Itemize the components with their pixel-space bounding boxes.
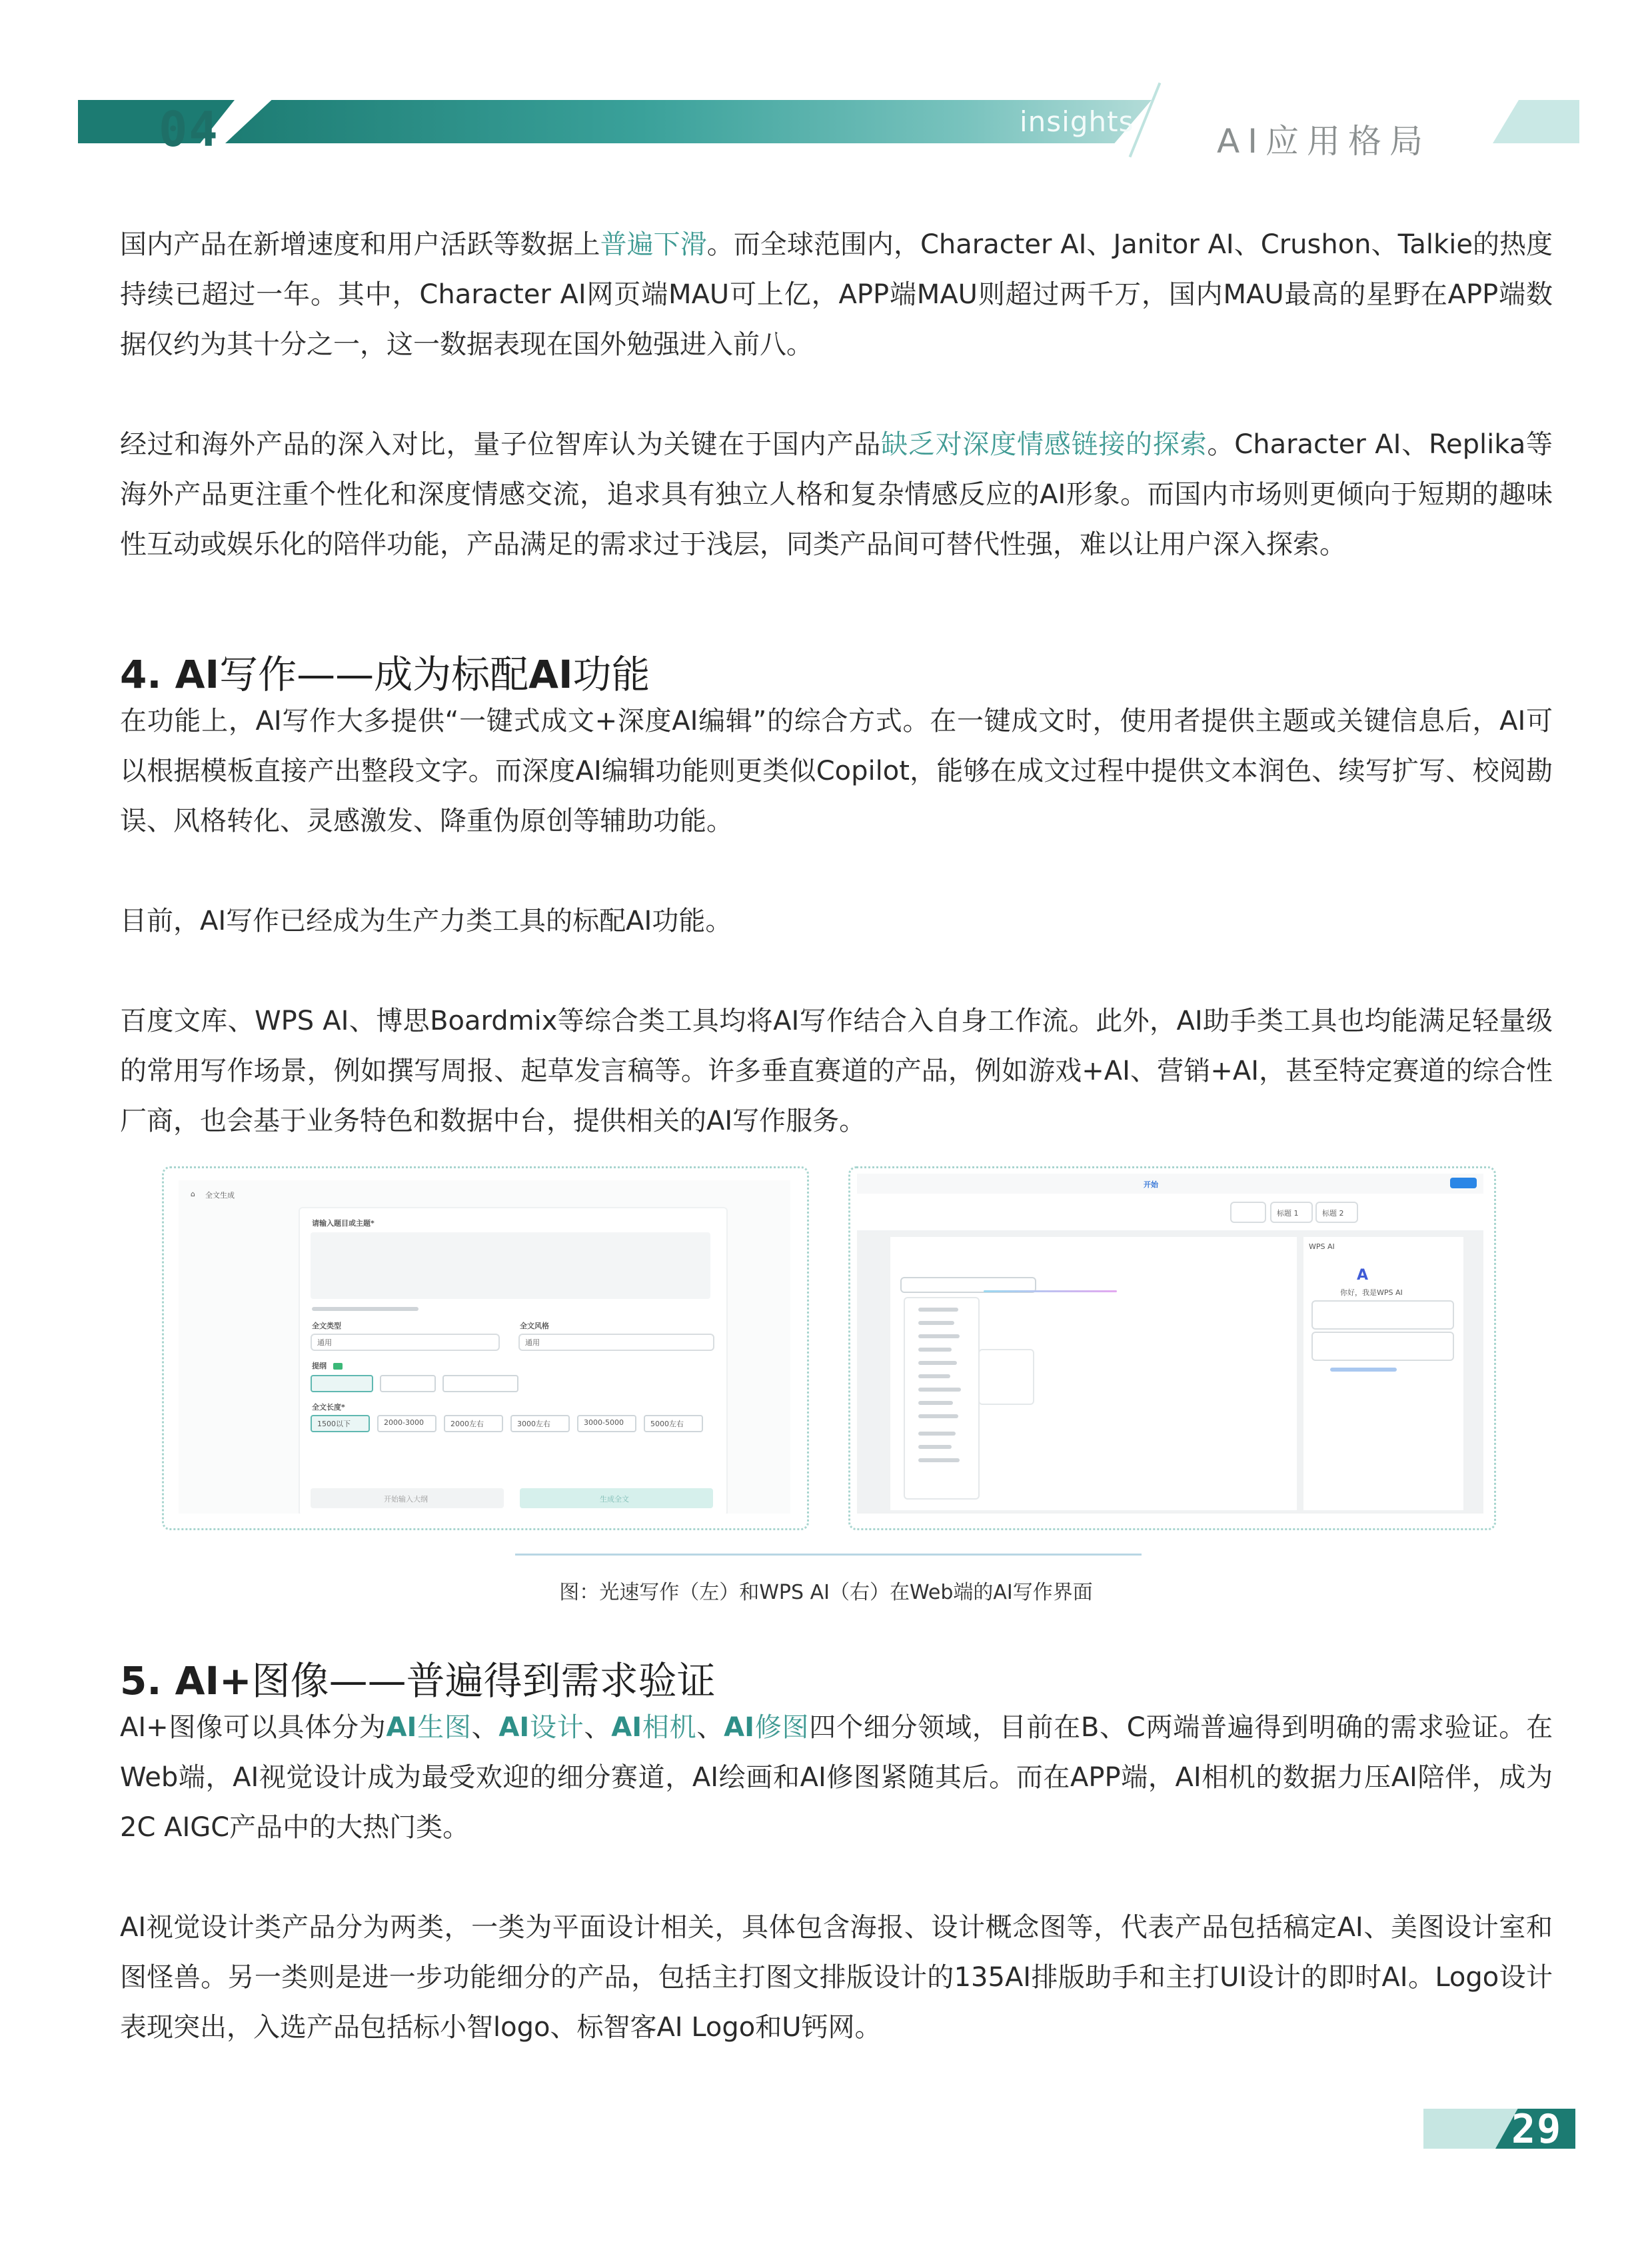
menu-item[interactable] — [918, 1348, 952, 1352]
menu-item[interactable] — [918, 1321, 954, 1325]
topic-label: 请输入题目或主题* — [312, 1219, 375, 1228]
header-band-right — [1493, 100, 1579, 143]
menu-item[interactable] — [918, 1445, 952, 1449]
menu-item[interactable] — [918, 1401, 953, 1405]
figure-caption: 图：光速写作（左）和WPS AI（右）在Web端的AI写作界面 — [559, 1581, 1093, 1604]
panel-title: WPS AI — [1309, 1242, 1335, 1251]
page-number: 29 — [1511, 2106, 1563, 2153]
style-select[interactable] — [518, 1334, 714, 1351]
screenshot-right-ui — [857, 1174, 1483, 1514]
paragraph-6: AI+图像可以具体分为AI生图、AI设计、AI相机、AI修图四个细分领域，目前在B、C两端普遍得到明确的需求验证。在Web端，AI视觉设计成为最受欢迎的细分赛道，AI绘画和AI修图紧随其后。而在APP端，AI相机的数据力压AI陪伴，成为2C AIGC产品中的大热门类。 — [120, 1712, 1553, 1843]
type-label: 全文类型 — [312, 1322, 341, 1330]
style-label: 全文风格 — [520, 1322, 549, 1330]
new-badge — [333, 1363, 343, 1370]
screenshot-left-ui — [179, 1180, 790, 1514]
menu-item[interactable] — [918, 1361, 957, 1365]
paragraph-3: 在功能上，AI写作大多提供“一键式成文+深度AI编辑”的综合方式。在一键成文时，使用者提供主题或关键信息后，AI可以根据模板直接产出整段文字。而深度AI编辑功能则更类似Copilot，能够在成文过程中提供文本润色、续写扩写、校阅勘误、风格转化、灵感激发、降重伪原创等辅助功能。 — [120, 706, 1553, 836]
ai-command-menu — [904, 1297, 980, 1500]
screenshot-left — [162, 1166, 809, 1530]
panel-card-2[interactable] — [1311, 1332, 1454, 1361]
chapter-number: 04 — [159, 101, 219, 157]
document-page — [890, 1237, 1297, 1510]
paragraph-2: 经过和海外产品的深入对比，量子位智库认为关键在于国内产品缺乏对深度情感链接的探索。Character AI、Replika等海外产品更注重个性化和深度情感交流，追求具有独立人格和复杂情感反应的AI形象。而国内市场则更倾向于短期的趣味性互动或娱乐化的陪伴功能，产品满足的需求过于浅层，同类产品间可替代性强，难以让用户深入探索。 — [120, 429, 1553, 560]
menu-item[interactable] — [918, 1308, 958, 1312]
heading-ai-image: 5. AI+图像——普遍得到需求验证 — [120, 1658, 716, 1703]
outline-option-2[interactable] — [380, 1375, 436, 1392]
length-option-1[interactable] — [311, 1415, 370, 1432]
menu-item[interactable] — [918, 1388, 961, 1392]
cancel-button-label: 开始输入大纲 — [384, 1495, 428, 1504]
paragraph-1: 国内产品在新增速度和用户活跃等数据上普遍下滑。而全球范围内，Character AI、Janitor AI、Crushon、Talkie的热度持续已超过一年。其中，Character AI网页端MAU可上亿，APP端MAU则超过两千万，国内MAU最高的星野在APP端数据仅约为其十分之一，这一数据表现在国外勉强进入前八。 — [120, 229, 1553, 360]
home-icon: ⌂ — [191, 1190, 195, 1198]
length-option-label: 2000-3000 — [384, 1418, 424, 1427]
length-option-4[interactable] — [510, 1415, 570, 1432]
menu-item[interactable] — [918, 1414, 958, 1418]
hint-row — [312, 1307, 418, 1311]
style-normal[interactable] — [1230, 1202, 1266, 1223]
length-option-label: 1500以下 — [317, 1420, 351, 1428]
submit-button-label: 生成全文 — [600, 1495, 629, 1504]
paragraph-5: 百度文库、WPS AI、博思Boardmix等综合类工具均将AI写作结合入自身工作流。此外，AI助手类工具也均能满足轻量级的常用写作场景，例如撰写周报、起草发言稿等。许多垂直赛道的产品，例如游戏+AI、营销+AI，甚至特定赛道的综合性厂商，也会基于业务特色和数据中台，提供相关的AI写作服务。 — [120, 1006, 1553, 1136]
length-label: 全文长度* — [312, 1403, 345, 1412]
wps-ribbon — [857, 1194, 1483, 1230]
length-option-5[interactable] — [577, 1415, 636, 1432]
style-heading-2-label: 标题 2 — [1322, 1209, 1344, 1218]
menu-item[interactable] — [918, 1432, 956, 1436]
type-select[interactable] — [311, 1334, 500, 1351]
topic-input[interactable] — [311, 1232, 710, 1299]
ai-submenu — [978, 1349, 1034, 1405]
wps-ai-panel — [1303, 1237, 1463, 1510]
style-heading-2[interactable] — [1315, 1202, 1358, 1223]
paragraph-4: 目前，AI写作已经成为生产力类工具的标配AI功能。 — [120, 906, 732, 936]
menu-item[interactable] — [918, 1374, 950, 1378]
submit-button[interactable] — [520, 1488, 713, 1508]
nav-title: 全文生成 — [205, 1191, 235, 1200]
brand-logo: insights — [1020, 105, 1134, 138]
type-value: 通用 — [317, 1338, 332, 1347]
length-option-6[interactable] — [644, 1415, 703, 1432]
length-option-label: 5000左右 — [650, 1420, 684, 1428]
wps-ai-logo-icon: A — [1357, 1267, 1369, 1284]
panel-card-1[interactable] — [1311, 1300, 1454, 1330]
length-option-label: 3000-5000 — [584, 1418, 624, 1427]
menu-item[interactable] — [918, 1334, 960, 1338]
cancel-button[interactable] — [311, 1488, 504, 1508]
style-heading-1[interactable] — [1270, 1202, 1313, 1223]
menu-item[interactable] — [918, 1458, 960, 1462]
length-option-label: 2000左右 — [450, 1420, 484, 1428]
style-heading-1-label: 标题 1 — [1277, 1209, 1299, 1218]
paragraph-7: AI视觉设计类产品分为两类，一类为平面设计相关，具体包含海报、设计概念图等，代表产品包括稿定AI、美图设计室和图怪兽。另一类则是进一步功能细分的产品，包括主打图文排版设计的135AI排版助手和主打UI设计的即时AI。Logo设计表现突出，入选产品包括标小智logo、标智客AI Logo和U钙网。 — [120, 1912, 1553, 2043]
header-band-gradient — [225, 100, 1152, 143]
tab-start[interactable]: 开始 — [1144, 1180, 1158, 1189]
heading-ai-writing: 4. AI写作——成为标配AI功能 — [120, 652, 650, 697]
share-button[interactable] — [1450, 1178, 1477, 1188]
section-title: AI应用格局 — [1217, 122, 1431, 161]
style-value: 通用 — [525, 1338, 540, 1347]
outline-label: 提纲 — [312, 1362, 327, 1370]
ai-input-underline — [984, 1290, 1117, 1292]
outline-option-3[interactable] — [442, 1375, 518, 1392]
panel-link[interactable] — [1330, 1368, 1397, 1372]
screenshot-right — [848, 1166, 1496, 1530]
length-option-3[interactable] — [444, 1415, 503, 1432]
panel-greeting: 你好，我是WPS AI — [1340, 1288, 1403, 1297]
outline-option-1[interactable] — [311, 1375, 373, 1392]
form-card — [299, 1207, 728, 1514]
length-option-2[interactable] — [377, 1415, 436, 1432]
wps-tab-bar — [857, 1174, 1483, 1194]
length-option-label: 3000左右 — [517, 1420, 550, 1428]
caption-rule — [515, 1554, 1142, 1556]
